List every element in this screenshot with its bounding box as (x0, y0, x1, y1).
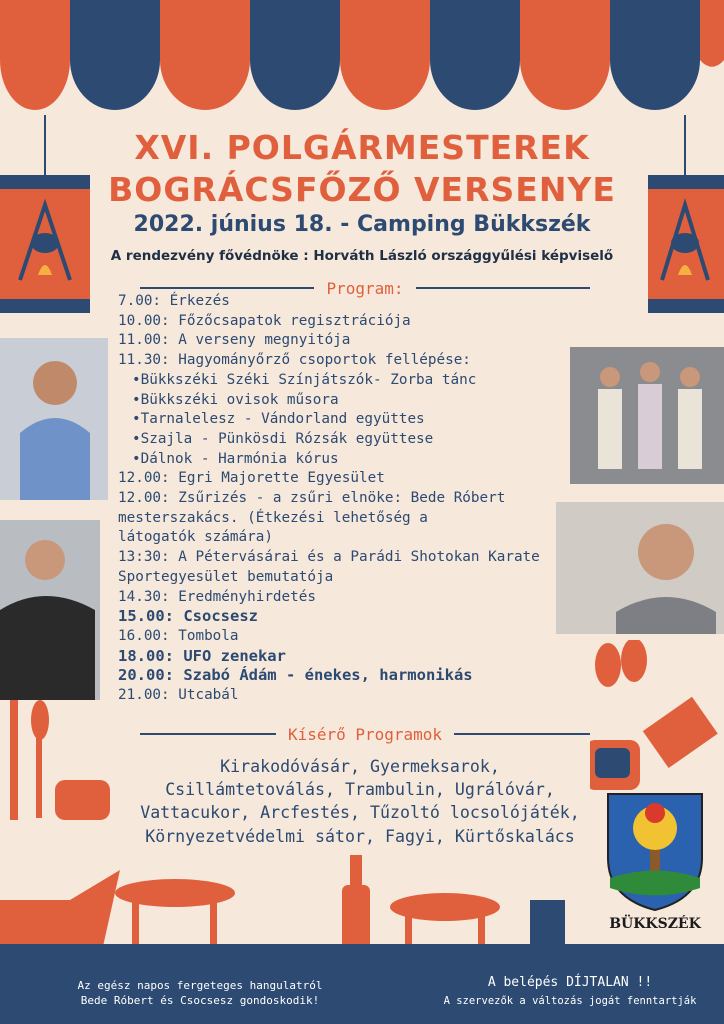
program-item-highlight: 18.00: UFO zenekar (118, 646, 286, 665)
free-entry-text: A belépés DÍJTALAN !! (487, 975, 653, 990)
kitchen-decoration-left (0, 700, 120, 960)
program-list (118, 292, 538, 706)
program-item: mesterszakács. (Étkezési lehetőség a (118, 509, 428, 526)
photo-singer (556, 502, 724, 634)
footer-left-text (60, 978, 340, 1008)
extras-heading (140, 724, 590, 744)
program-item: 16.00: Tombola (118, 627, 239, 644)
bukkszek-crest (600, 788, 710, 934)
photo-chef (0, 520, 100, 700)
extras-line: Környezetvédelmi sátor, Fagyi, Kürtőskalács (145, 826, 575, 846)
program-item: 7.00: Érkezés (118, 293, 230, 309)
program-item-highlight: 15.00: Csocsesz (118, 607, 258, 626)
kitchen-decoration-right (590, 640, 724, 790)
disclaimer-text: A szervezők a változás jogát fenntartják (443, 995, 697, 1007)
program-item: 13:30: A Pétervásárai és a Parádi Shotokan Karate (118, 549, 540, 566)
program-item: 12.00: Egri Majorette Egyesület (118, 470, 385, 487)
program-item-highlight: 20.00: Szabó Ádám - énekes, harmonikás (118, 666, 473, 685)
program-item: 11.30: Hagyományőrző csoportok fellépése: (118, 352, 471, 369)
photo-dance-group (570, 347, 724, 484)
program-subitem: • Dálnok - Harmónia kórus (118, 450, 538, 470)
extras-list (110, 755, 610, 848)
program-subitem: • Szajla - Pünkösdi Rózsák együttese (118, 430, 538, 450)
program-subitem: • Tarnalelesz - Vándorland együttes (118, 410, 538, 430)
program-item: 10.00: Főzőcsapatok regisztrációja (118, 312, 411, 329)
date-location: 2022. június 18. - Camping Bükkszék (133, 212, 591, 237)
footer-left-line-2: Bede Róbert és Csocsesz gondoskodik! (80, 994, 320, 1007)
extras-heading-label: Kísérő Programok (287, 724, 443, 744)
crest-shield-icon (600, 788, 710, 912)
extras-line: Csillámtetoválás, Trambulin, Ugrálóvár, (165, 780, 555, 800)
photo-man-blue-shirt (0, 338, 108, 500)
awning-decoration (0, 0, 724, 115)
program-item: Sportegyesület bemutatója (118, 568, 334, 585)
table-bottle-decoration (110, 855, 600, 950)
patron-line: A rendezvény fővédnöke : Horváth László országgyűlési képviselő (110, 248, 614, 264)
program-item: 11.00: A verseny megnyitója (118, 332, 351, 349)
program-item: 12.00: Zsűrizés - a zsűri elnöke: Bede Róbert (118, 490, 506, 507)
program-item: látogatók számára) (118, 529, 273, 546)
title-line-2: BOGRÁCSFŐZŐ VERSENYE (108, 170, 616, 209)
footer-left-line-1: Az egész napos fergeteges hangulatról (77, 979, 323, 992)
program-item: 14.30: Eredményhirdetés (118, 588, 316, 605)
program-subitem: • Bükkszéki Széki Színjátszók- Zorba tánc (118, 371, 538, 391)
program-heading-label: Program: (326, 278, 404, 298)
title-line-1: XVI. POLGÁRMESTEREK (134, 128, 590, 167)
program-subitem: • Bükkszéki ovisok műsora (118, 391, 538, 411)
extras-line: Vattacukor, Arcfestés, Tűzoltó locsolójáték, (140, 803, 580, 823)
program-item: 21.00: Utcabál (118, 687, 239, 704)
crest-label: BÜKKSZÉK (609, 916, 701, 932)
extras-line: Kirakodóvásár, Gyermeksarok, (220, 757, 500, 776)
